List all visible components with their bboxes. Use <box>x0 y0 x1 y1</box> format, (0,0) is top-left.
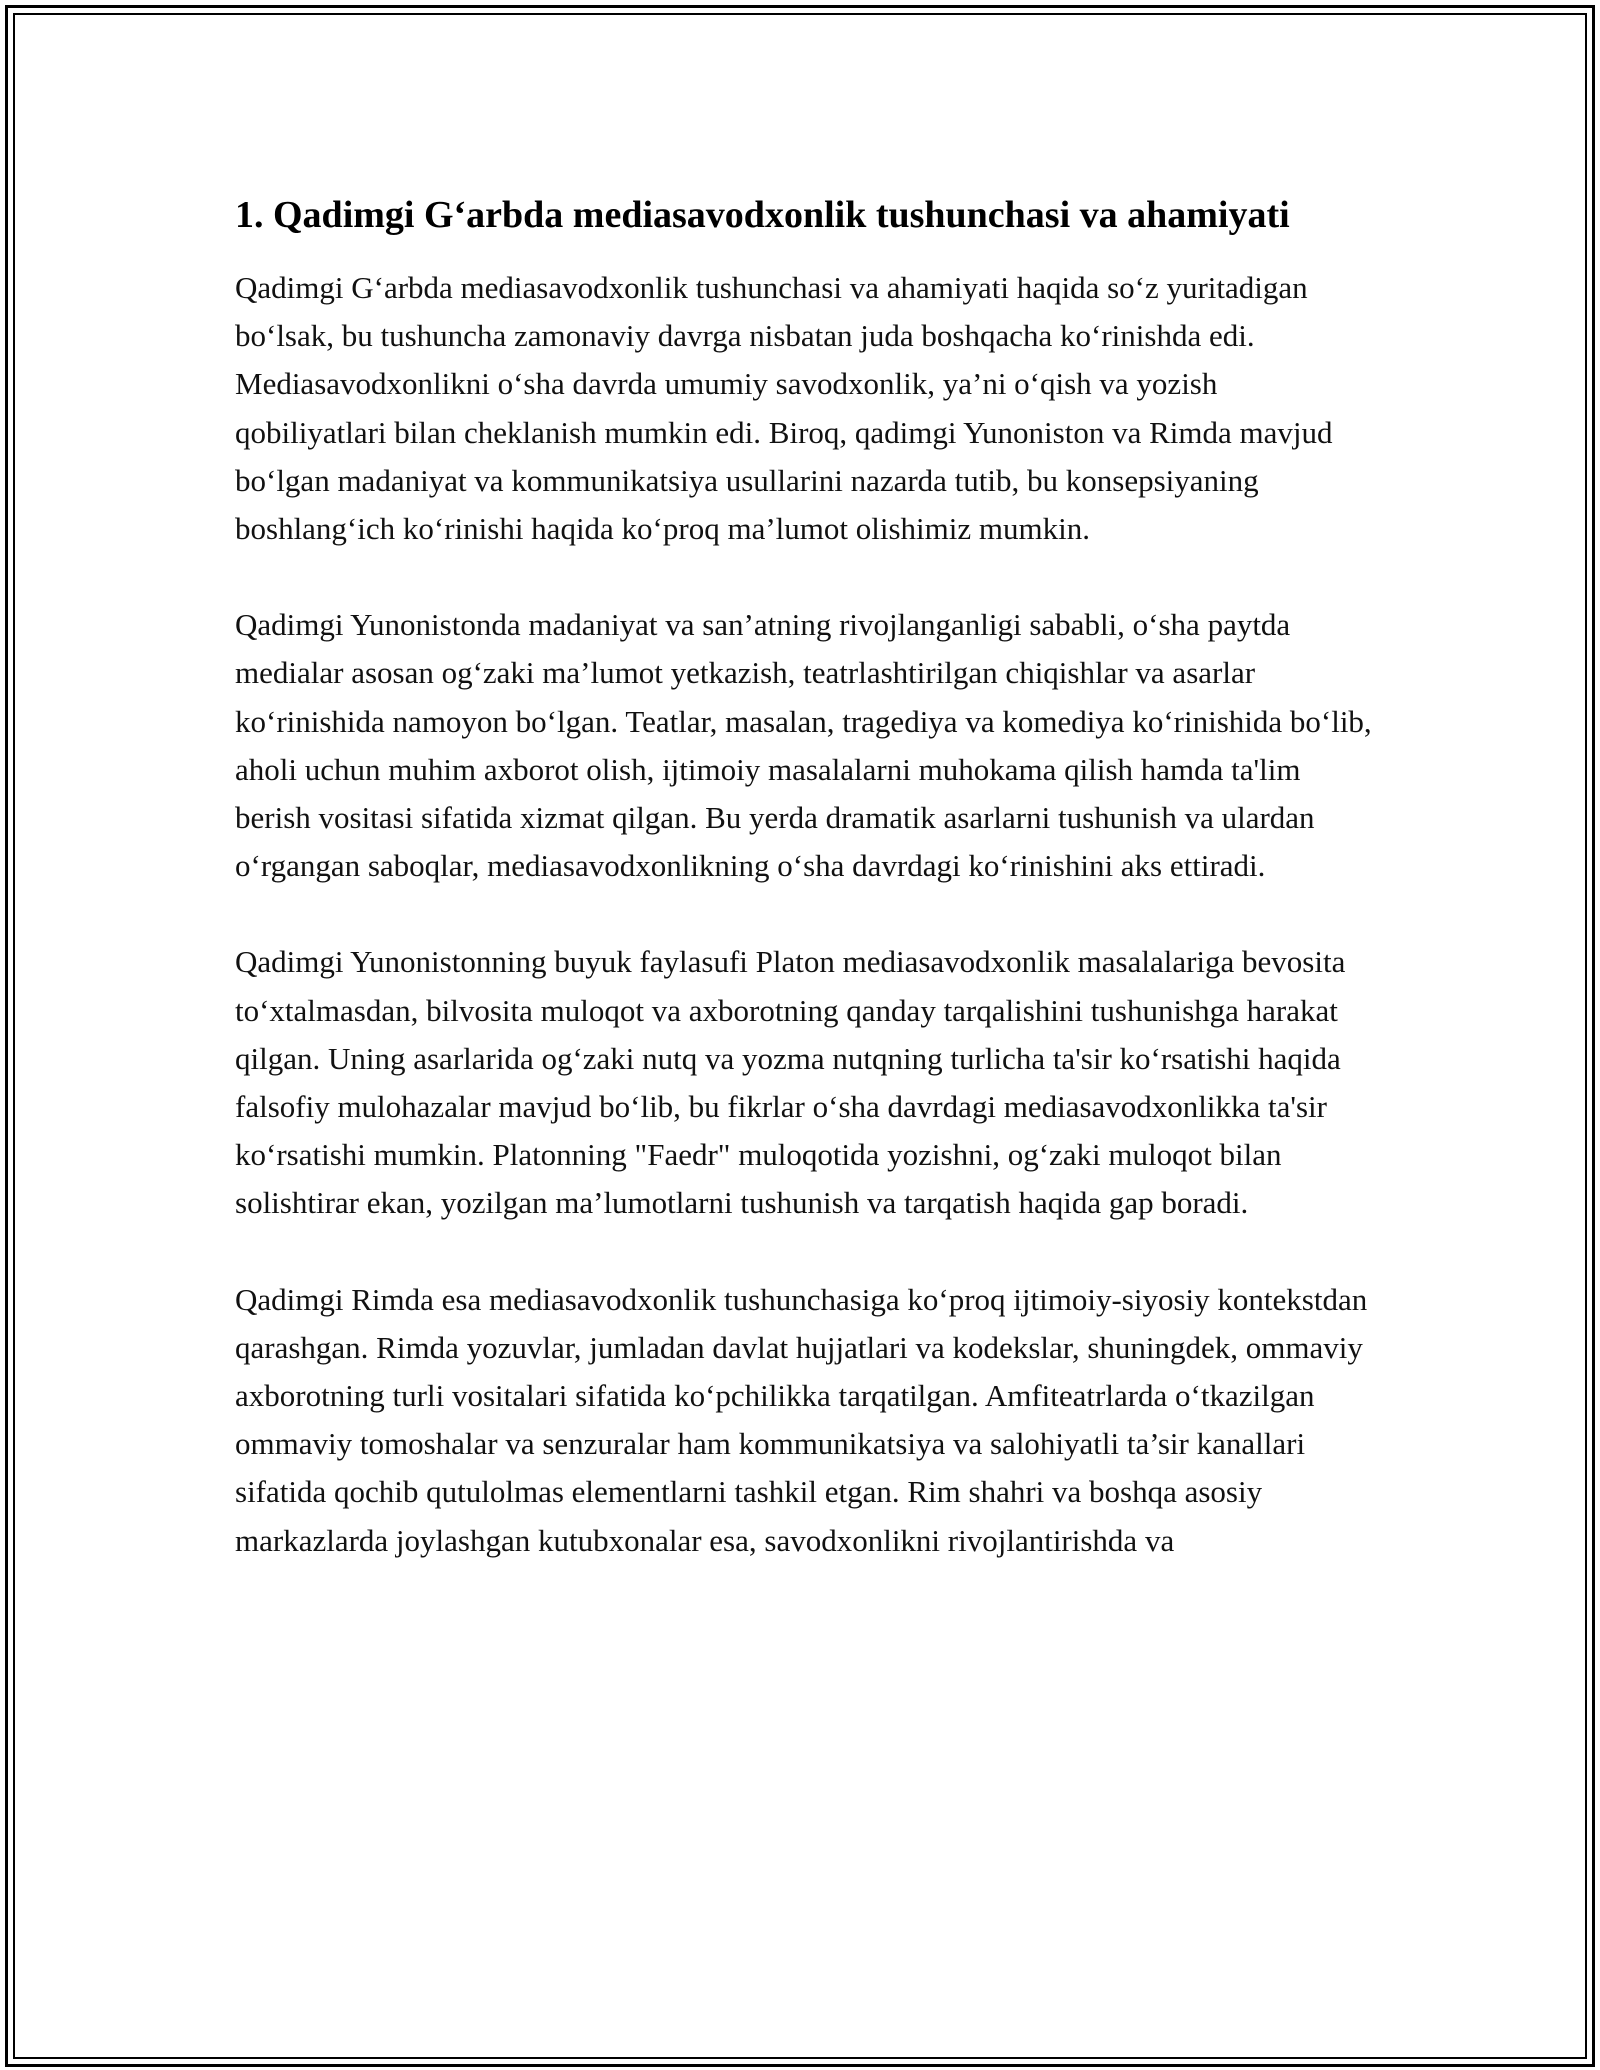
paragraph-3: Qadimgi Yunonistonning buyuk faylasufi Platon mediasavodxonlik masalalariga bevosita to‘xtalmasdan, bilvosita muloqot va axborotning qanday tarqalishini tushunishga harakat qilgan. Uning asarlarida og‘zaki nutq va yozma nutqning turlicha ta'sir ko‘rsatishi haqida falsofiy mulohazalar mavjud bo‘lib, bu fikrlar o‘sha davrdagi mediasavodxonlikka ta'sir ko‘rsatishi mumkin. Platonning "Faedr" muloqotida yozishni, og‘zaki muloqot bilan solishtirar ekan, yozilgan ma’lumotlarni tushunish va tarqatish haqida gap boradi. <box>235 944 1346 1221</box>
section-heading: 1. Qadimgi G‘arbda mediasavodxonlik tushunchasi va ahamiyati <box>235 194 1290 236</box>
paragraph-4: Qadimgi Rimda esa mediasavodxonlik tushunchasiga ko‘proq ijtimoiy-siyosiy kontekstdan qarashgan. Rimda yozuvlar, jumladan davlat hujjatlari va kodekslar, shuningdek, ommaviy axborotning turli vositalari sifatida ko‘pchilikka tarqatilgan. Amfiteatrlarda o‘tkazilgan ommaviy tomoshalar va senzuralar ham kommunikatsiya va salohiyatli ta’sir kanallari sifatida qochib qutulolmas elementlarni tashkil etgan. Rim shahri va boshqa asosiy markazlarda joylashgan kutubxonalar esa, savodxonlikni rivojlantirishda va <box>235 1281 1368 1558</box>
document-body <box>235 188 1375 1565</box>
paragraph-1: Qadimgi G‘arbda mediasavodxonlik tushunchasi va ahamiyati haqida so‘z yuritadigan bo‘lsak, bu tushuncha zamonaviy davrga nisbatan juda boshqacha ko‘rinishda edi. Mediasavodxonlikni o‘sha davrda umumiy savodxonlik, ya’ni o‘qish va yozish qobiliyatlari bilan cheklanish mumkin edi. Biroq, qadimgi Yunoniston va Rimda mavjud bo‘lgan madaniyat va kommunikatsiya usullarini nazarda tutib, bu konsepsiyaning boshlang‘ich ko‘rinishi haqida ko‘proq ma’lumot olishimiz mumkin. <box>235 270 1333 547</box>
paragraph-2: Qadimgi Yunonistonda madaniyat va san’atning rivojlanganligi sababli, o‘sha paytda medialar asosan og‘zaki ma’lumot yetkazish, teatrlashtirilgan chiqishlar va asarlar ko‘rinishida namoyon bo‘lgan. Teatlar, masalan, tragediya va komediya ko‘rinishida bo‘lib, aholi uchun muhim axborot olish, ijtimoiy masalalarni muhokama qilish hamda ta'lim berish vositasi sifatida xizmat qilgan. Bu yerda dramatik asarlarni tushunish va ulardan o‘rgangan saboqlar, mediasavodxonlikning o‘sha davrdagi ko‘rinishini aks ettiradi. <box>235 607 1372 884</box>
